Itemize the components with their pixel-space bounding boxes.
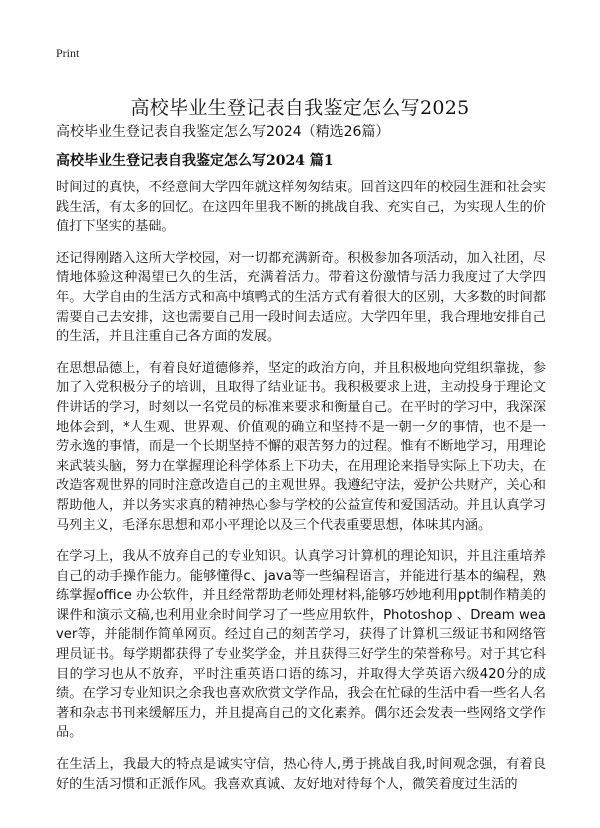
- paragraph: 时间过的真快，不经意间大学四年就这样匆匆结束。回首这四年的校园生涯和社会实践生活，有太多的回忆。在这四年里我不断的挑战自我、充实自己，为实现人生的价值打下坚实的基础。: [56, 180, 546, 235]
- paragraph: 在生活上，我最大的特点是诚实守信，热心待人,勇于挑战自我,时间观念强，有着良好的生活习惯和正派作风。我喜欢真诚、友好地对待每个人，微笑着度过生活的: [56, 757, 546, 792]
- document-title: 高校毕业生登记表自我鉴定怎么写2025: [130, 96, 470, 119]
- document-subtitle: 高校毕业生登记表自我鉴定怎么写2024（精选26篇）: [56, 124, 390, 140]
- paragraph: 还记得刚踏入这所大学校园，对一切都充满新奇。积极参加各项活动，加入社团，尽情地体验这种渴望已久的生活，充满着活力。带着这份激情与活力我度过了大学四年。大学自由的生活方式和高中填鸭式的生活方式有着很大的区别，大多数的时间都需要自己去安排，这也需要自己用一段时间去适应。大学四年里，我合理地安排自己的生活，并且注重自己各方面的发展。: [56, 250, 546, 345]
- paragraph: 在学习上，我从不放弃自己的专业知识。认真学习计算机的理论知识，并且注重培养自己的动手操作能力。能够懂得c、java等一些编程语言，并能进行基本的编程，熟练掌握office 办公软件，并且经常帮助老师处理材料,能够巧妙地利用ppt制作精美的课件和演示文稿,也利用业余时间学习了一些应用软件，Photoshop 、Dream weaver等，并能制作简单网页。经过自己的刻苦学习，获得了计算机三级证书和网络管理员证书。每学期都获得了专业奖学金，并且获得三好学生的荣誉称号。对于其它科目的学习也从不放弃，平时注重英语口语的练习，并取得大学英语六级420分的成绩。在学习专业知识之余我也喜欢欣赏文学作品，我会在忙碌的生活中看一些名人名著和杂志书刊来缓解压力，并且提高自己的文化素养。偶尔还会发表一些网络文学作品。: [56, 549, 546, 741]
- print-label: Print: [56, 46, 80, 60]
- paragraph: 在思想品德上，有着良好道德修养，坚定的政治方向，并且积极地向党组织靠拢，参加了入党积极分子的培训，且取得了结业证书。我积极要求上进，主动投身于理论文件讲话的学习，时刻以一名党员的标准来要求和衡量自己。在平时的学习中，我深深地体会到，*人生观、世界观、价值观的确立和坚持不是一朝一夕的事情，也不是一劳永逸的事情，而是一个长期坚持不懈的艰苦努力的过程。惟有不断地学习，用理论来武装头脑，努力在掌握理论科学体系上下功夫，在用理论来指导实际上下功夫，在改造客观世界的同时注意改造自己的主观世界。我遵纪守法，爱护公共财产，关心和帮助他人，并以务实求真的精神热心参与学校的公益宣传和爱国活动。并且认真学习马列主义，毛泽东思想和邓小平理论以及三个代表重要思想，体味其内涵。: [56, 360, 546, 533]
- section-heading: 高校毕业生登记表自我鉴定怎么写2024 篇1: [56, 153, 334, 169]
- document-body: [56, 178, 546, 806]
